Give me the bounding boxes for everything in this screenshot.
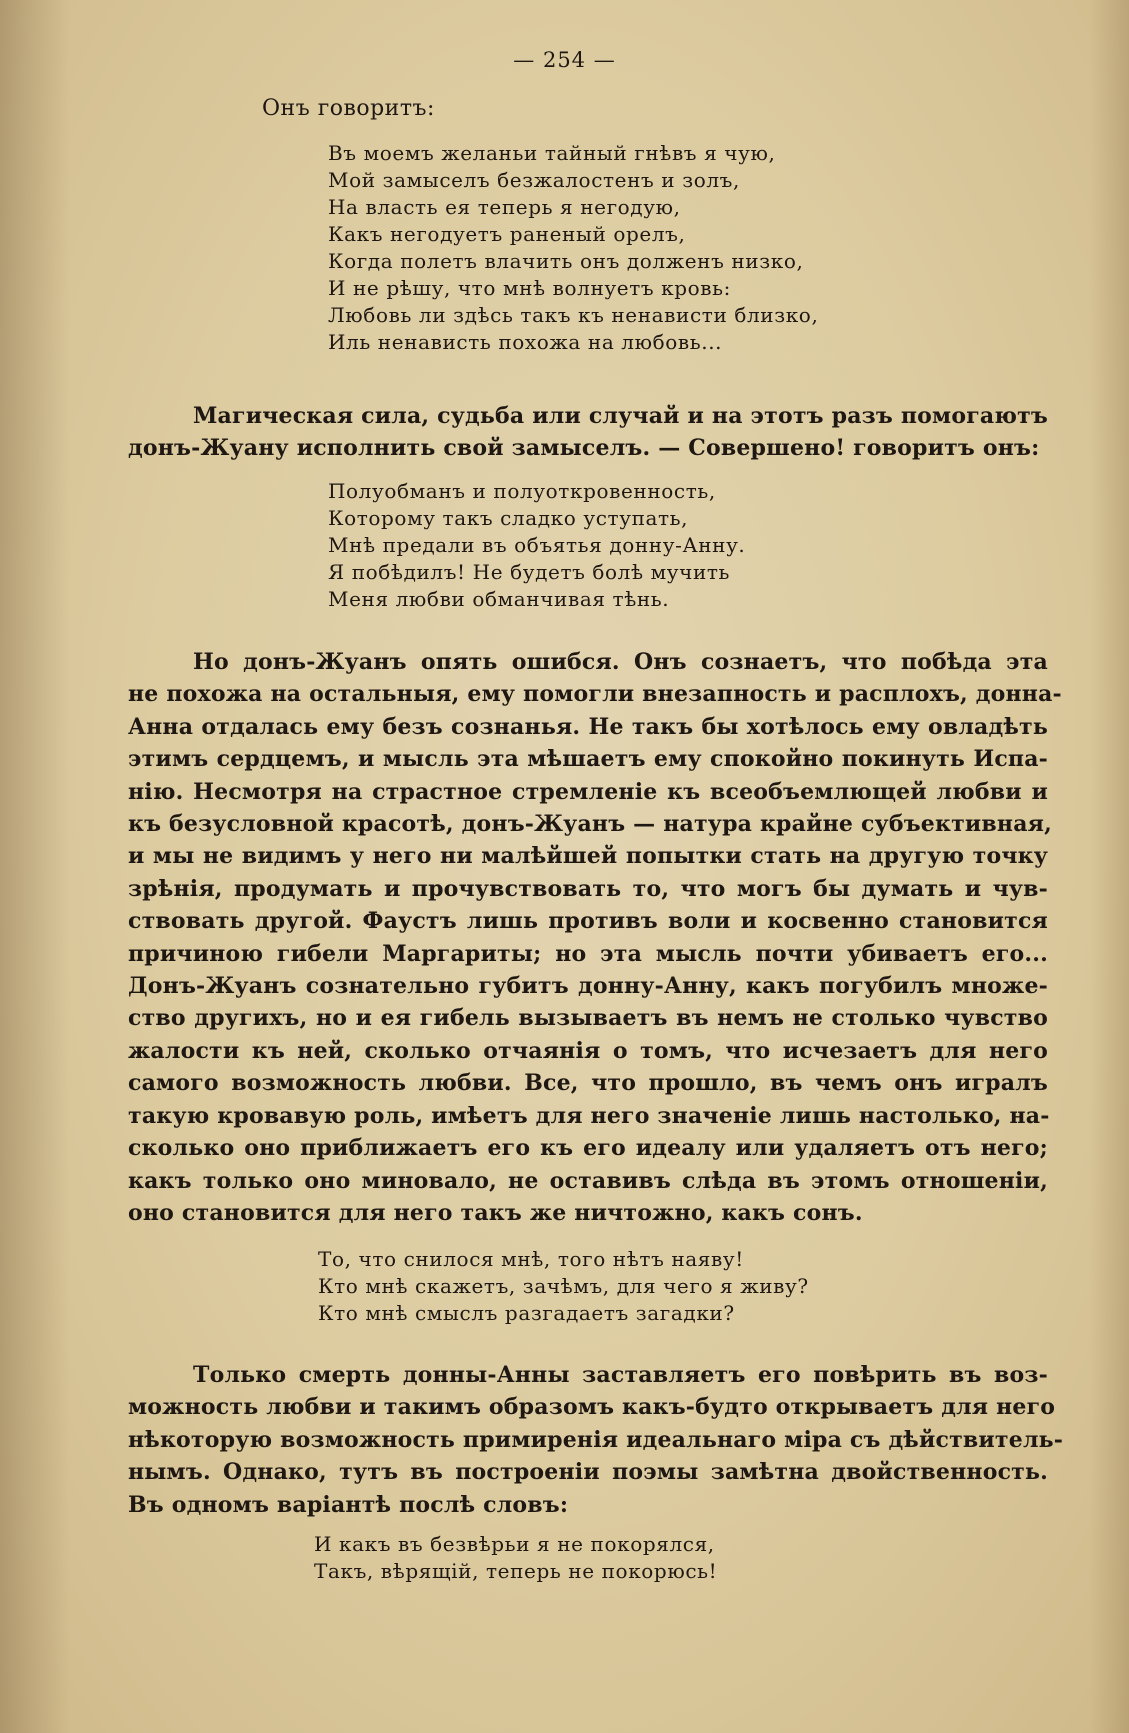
verse-block-2 [328,478,745,613]
text-line: сколько оно приближаетъ его къ его идеалу или удаляетъ отъ него; [128,1135,1048,1162]
text-line: зрѣнія, продумать и прочувствовать то, что могъ бы думать и чув- [128,875,1048,902]
verse-line: Иль ненависть похожа на любовь... [328,330,723,354]
page-number: — 254 — [513,48,616,72]
text-line: нѣкоторую возможность примиренія идеальнаго міра съ дѣйствитель- [128,1426,1064,1453]
verse-line: Кто мнѣ смыслъ разгадаетъ загадки? [318,1301,735,1325]
verse-line: Мой замыселъ безжалостенъ и золъ, [328,168,740,192]
text-line: какъ только оно миновало, не оставивъ слѣда въ этомъ отношеніи, [128,1167,1048,1194]
text-line: Магическая сила, судьба или случай и на этотъ разъ помогаютъ [193,403,1048,429]
verse-line: Кто мнѣ скажетъ, зачѣмъ, для чего я живу? [318,1274,809,1298]
verse-line: И какъ въ безвѣрьи я не покорялся, [314,1532,715,1556]
text-line: нію. Несмотря на страстное стремленіе къ всеобъемлющей любви и [128,778,1048,805]
verse-line: То, что снилося мнѣ, того нѣтъ наяву! [318,1247,744,1271]
text-line: и мы не видимъ у него ни малѣйшей попытки стать на другую точку [128,843,1048,870]
page-edge-shadow [1089,0,1129,1733]
text-line: Въ одномъ варіантѣ послѣ словъ: [128,1491,569,1518]
verse-line: Такъ, вѣрящій, теперь не покорюсь! [314,1559,718,1583]
verse-block-1 [328,140,818,356]
verse-line: Какъ негодуетъ раненый орелъ, [328,222,686,246]
paragraph-1 [128,400,1048,465]
intro-line: Онъ говоритъ: [262,96,435,121]
text-line: донъ-Жуану исполнить свой замыселъ. — Совершено! говоритъ онъ: [128,435,1040,462]
text-line: Только смерть донны-Анны заставляетъ его повѣрить въ воз- [193,1362,1048,1388]
spine-shadow [0,0,70,1733]
verse-block-4 [314,1531,717,1585]
text-line: Донъ-Жуанъ сознательно губитъ донну-Анну, какъ погубилъ множе- [128,973,1048,1000]
text-line: можность любви и такимъ образомъ какъ-будто открываетъ для него [128,1394,1056,1421]
text-line: нымъ. Однако, тутъ въ построеніи поэмы замѣтна двойственность. [128,1459,1048,1486]
text-line: оно становится для него такъ же ничтожно, какъ сонъ. [128,1199,863,1226]
text-line: не похожа на остальныя, ему помогли внезапность и расплохъ, донна- [128,681,1062,708]
text-line: такую кровавую роль, имѣетъ для него значеніе лишь настолько, на- [128,1102,1050,1129]
text-line: самого возможность любви. Все, что прошло, въ чемъ онъ игралъ [128,1070,1048,1097]
paragraph-2 [128,646,1062,1229]
verse-line: Я побѣдилъ! Не будетъ болѣ мучить [328,560,731,584]
verse-line: На власть ея теперь я негодую, [328,195,681,219]
verse-line: Любовь ли здѣсь такъ къ ненависти близко, [328,303,819,327]
verse-block-3 [318,1246,809,1327]
verse-line: Полуобманъ и полуоткровенность, [328,479,716,503]
verse-line: И не рѣшу, что мнѣ волнуетъ кровь: [328,276,731,300]
text-line: причиною гибели Маргариты; но эта мысль почти убиваетъ его... [128,940,1048,967]
verse-line: Которому такъ сладко уступать, [328,506,689,530]
paragraph-3 [128,1359,1064,1521]
verse-line: Въ моемъ желаньи тайный гнѣвъ я чую, [328,141,776,165]
text-line: этимъ сердцемъ, и мысль эта мѣшаетъ ему спокойно покинуть Испа- [128,746,1048,773]
verse-line: Мнѣ предали въ объятья донну-Анну. [328,533,746,557]
text-line: жалости къ ней, сколько отчаянія о томъ, что исчезаетъ для него [128,1037,1048,1064]
verse-line: Когда полетъ влачить онъ долженъ низко, [328,249,804,273]
text-line: ствовать другой. Фаустъ лишь противъ воли и косвенно становится [128,908,1048,935]
verse-line: Меня любви обманчивая тѣнь. [328,587,670,611]
text-line: Но донъ-Жуанъ опять ошибся. Онъ сознаетъ, что побѣда эта [193,649,1048,675]
text-line: ство другихъ, но и ея гибель вызываетъ въ немъ не столько чувство [128,1005,1048,1032]
text-line: къ безусловной красотѣ, донъ-Жуанъ — натура крайне субъективная, [128,811,1052,838]
text-line: Анна отдалась ему безъ сознанья. Не такъ бы хотѣлось ему овладѣть [128,713,1048,740]
